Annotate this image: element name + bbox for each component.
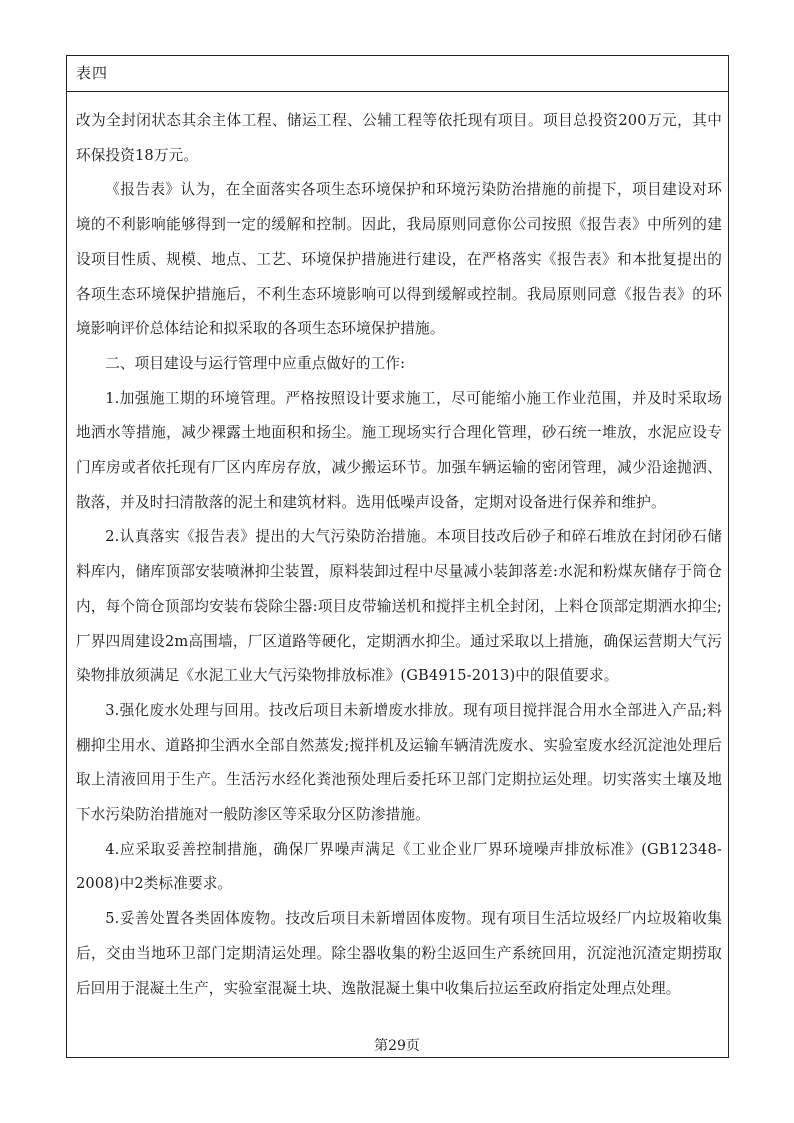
document-frame — [66, 55, 729, 1058]
paragraph-item-construction: 1.加强施工期的环境管理。严格按照设计要求施工，尽可能缩小施工作业范围，并及时采取场地洒水等措施，减少裸露土地面积和扬尘。施工现场实行合理化管理，砂石统一堆放，水泥应设专门库房或者依托现有厂区内库房存放，减少搬运环节。加强车辆运输的密闭管理，减少沿途抛洒、散落，并及时扫清散落的泥土和建筑材料。选用低噪声设备，定期对设备进行保养和维护。 — [76, 389, 722, 511]
paragraph-item-solid-waste: 5.妥善处置各类固体废物。技改后项目未新增固体废物。现有项目生活垃圾经厂内垃圾箱收集后，交由当地环卫部门定期清运处理。除尘器收集的粉尘返回生产系统回用，沉淀池沉渣定期捞取后回用于混凝土生产，实验室混凝土块、逸散混凝土集中收集后拉运至政府指定处理点处理。 — [76, 910, 722, 997]
paragraph-continuation: 改为全封闭状态其余主体工程、储运工程、公辅工程等依托现有项目。项目总投资200万元，其中环保投资18万元。 — [76, 112, 722, 164]
table-header-row — [67, 56, 728, 92]
document-body — [76, 104, 722, 1006]
paragraph-item-noise: 4.应采取妥善控制措施，确保厂界噪声满足《工业企业厂界环境噪声排放标准》(GB12348-2008)中2类标准要求。 — [76, 840, 722, 893]
paragraph-item-air-pollution: 2.认真落实《报告表》提出的大气污染防治措施。本项目技改后砂子和碎石堆放在封闭砂石储料库内，储库顶部安装喷淋抑尘装置，原料装卸过程中尽量减小装卸落差:水泥和粉煤灰储存于筒仓内，每个筒仓顶部均安装布袋除尘器:项目皮带输送机和搅拌主机全封闭，上料仓顶部定期洒水抑尘;厂界四周建设2m高围墙，厂区道路等硬化，定期洒水抑尘。通过采取以上措施，确保运营期大气污染物排放须满足《水泥工业大气污染物排放标准》(GB4915-2013)中的限值要求。 — [76, 528, 722, 685]
section-heading-key-work: 二、项目建设与运行管理中应重点做好的工作: — [105, 354, 406, 372]
paragraph-report-conclusion: 《报告表》认为，在全面落实各项生态环境保护和环境污染防治措施的前提下，项目建设对环境的不利影响能够得到一定的缓解和控制。因此，我局原则同意你公司按照《报告表》中所列的建设项目性质、规模、地点、工艺、环境保护措施进行建设，在严格落实《报告表》和本批复提出的各项生态环境保护措施后，不利生态环境影响可以得到缓解或控制。我局原则同意《报告表》的环境影响评价总体结论和拟采取的各项生态环境保护措施。 — [76, 181, 722, 338]
paragraph-item-wastewater: 3.强化废水处理与回用。技改后项目未新增废水排放。现有项目搅拌混合用水全部进入产品;料棚抑尘用水、道路抑尘洒水全部自然蒸发;搅拌机及运输车辆清洗废水、实验室废水经沉淀池处理后取上清液回用于生产。生活污水经化粪池预处理后委托环卫部门定期拉运处理。切实落实土壤及地下水污染防治措施对一般防渗区等采取分区防渗措施。 — [76, 701, 722, 824]
page-number: 第29页 — [374, 1038, 420, 1054]
table-label: 表四 — [76, 64, 109, 82]
